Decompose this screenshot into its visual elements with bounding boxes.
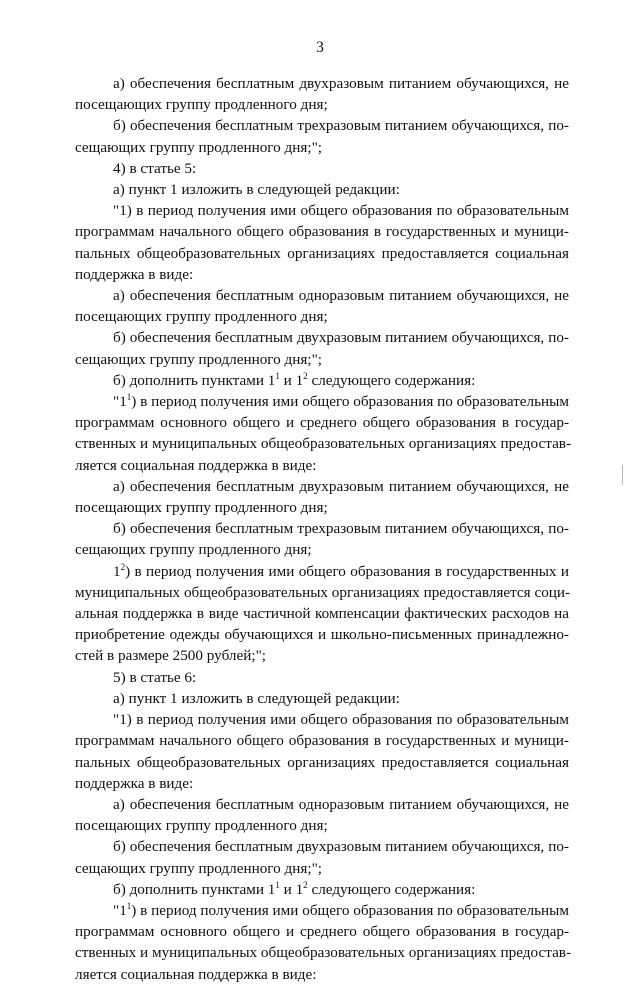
superscript: 2 [303,879,308,890]
superscript: 1 [275,370,280,381]
text-line: б) обеспечения бесплатным трехразовым питанием обучающихся, по- [113,520,569,538]
text-line: $1^2$) в период получения ими общего образования в государственных и [113,561,569,580]
text-line: стей в размере 2500 рублей;"; [75,647,267,665]
text-line: "1) в период получения ими общего образования по образовательным [113,202,569,220]
text-line: а) обеспечения бесплатным двухразовым питанием обучающихся, не [113,75,569,92]
text-line: приобретение одежды обучающихся и школьно-письменных принадлежно- [75,626,569,644]
text-line: а) обеспечения бесплатным одноразовым питанием обучающихся, не [113,287,569,305]
superscript: 1 [126,391,132,402]
text-line: сещающих группу продленного дня;"; [75,138,323,156]
text-line: а) обеспечения бесплатным двухразовым питанием обучающихся, не [113,477,569,495]
superscript: 2 [303,370,308,381]
text-line: ляется социальная поддержка в виде: [75,456,317,474]
text-line: б) дополнить пунктами $1^1$ и $1^2$ следующего содержания: [113,370,476,389]
text-line: посещающих группу продленного дня; [75,96,328,114]
text-line: б) обеспечения бесплатным двухразовым питанием обучающихся, по- [113,838,569,856]
text-line: сещающих группу продленного дня;"; [75,859,323,877]
text-line: б) обеспечения бесплатным трехразовым питанием обучающихся, по- [113,117,569,135]
text-line: программам начального общего образования в государственных и муници- [75,223,569,241]
text-line: поддержка в виде: [75,774,194,792]
text-line: а) обеспечения бесплатным одноразовым питанием обучающихся, не [113,795,569,813]
text-line: поддержка в виде: [75,265,194,283]
text-line: программам основного общего и среднего общего образования в государ- [75,414,569,432]
text-line: ственных и муниципальных общеобразовательных организациях предостав- [75,944,572,962]
text-line: б) обеспечения бесплатным двухразовым питанием обучающихся, по- [113,329,569,347]
text-line: "$1^1$) в период получения ими общего образования по образовательным [113,900,569,919]
text-line: пальных общеобразовательных организациях предоставляется социальная [75,244,569,262]
text-line: программам начального общего образования в государственных и муници- [75,732,569,750]
document-body [75,73,572,985]
text-line: посещающих группу продленного дня; [75,817,328,835]
text-line: альная поддержка в виде частичной компенсации фактических расходов на [75,605,569,623]
text-line: ственных и муниципальных общеобразовательных организациях предостав- [75,435,572,453]
text-line: посещающих группу продленного дня; [75,499,328,517]
text-line: а) пункт 1 изложить в следующей редакции: [113,689,400,707]
page-number: 3 [316,39,324,56]
text-line: "1) в период получения ими общего образования по образовательным [113,711,569,729]
superscript: 1 [275,879,280,890]
superscript: 1 [126,900,132,911]
text-line: посещающих группу продленного дня; [75,308,328,326]
text-line: программам основного общего и среднего общего образования в государ- [75,923,569,941]
text-line: 5) в статье 6: [113,668,197,686]
text-line: б) дополнить пунктами $1^1$ и $1^2$ следующего содержания: [113,879,476,898]
text-line: сещающих группу продленного дня; [75,541,312,559]
text-line: сещающих группу продленного дня;"; [75,350,323,368]
text-line: а) пункт 1 изложить в следующей редакции: [113,181,400,199]
text-line: пальных общеобразовательных организациях предоставляется социальная [75,753,569,771]
text-line: муниципальных общеобразовательных организациях предоставляется соци- [75,583,571,601]
scan-edge-mark [622,465,623,485]
text-line: "$1^1$) в период получения ими общего образования по образовательным [113,391,569,411]
text-line: ляется социальная поддержка в виде: [75,965,317,983]
text-line: 4) в статье 5: [113,159,197,177]
superscript: 2 [120,561,126,572]
